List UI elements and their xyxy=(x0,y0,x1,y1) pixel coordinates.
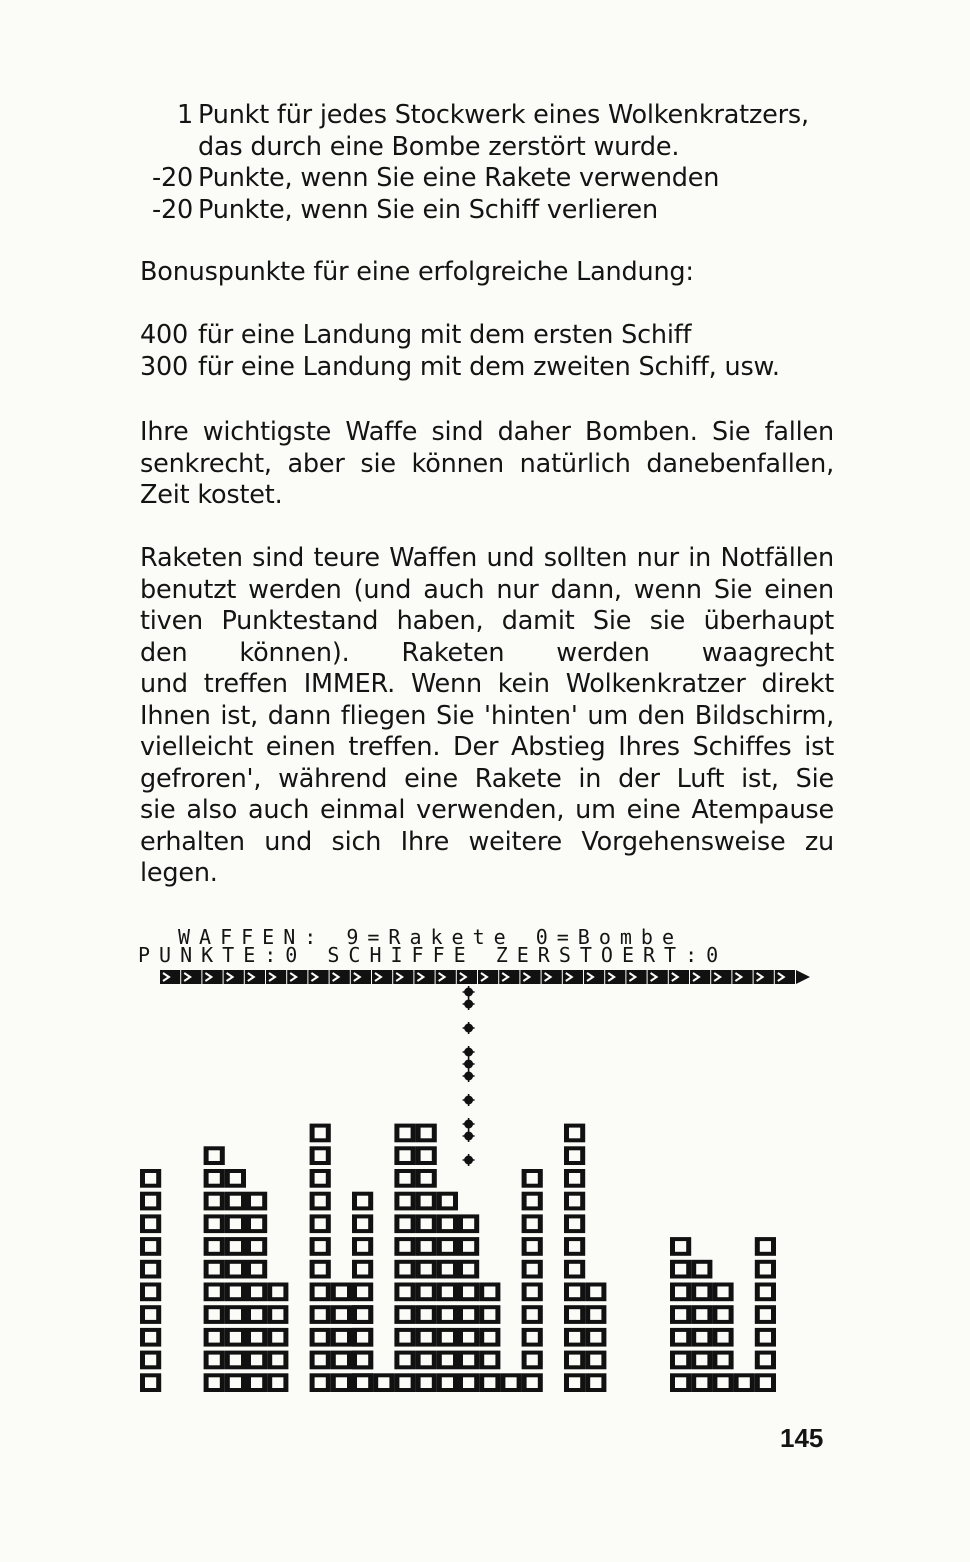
building-window xyxy=(484,1287,495,1298)
building-window xyxy=(336,1309,347,1320)
building-window xyxy=(357,1377,368,1388)
bonus-item xyxy=(140,320,834,352)
bomb-sparkle xyxy=(463,1022,475,1034)
building-window xyxy=(696,1309,707,1320)
paragraph-line: Zeit kostet. xyxy=(140,480,283,510)
building-window xyxy=(251,1332,262,1343)
paragraph-line: erhalten und sich Ihre weitere Vorgehensweise zu xyxy=(140,826,834,857)
building-window xyxy=(399,1241,410,1252)
building-window xyxy=(760,1264,771,1275)
building-window xyxy=(590,1377,601,1388)
bonus-points: 300 xyxy=(140,351,189,382)
building-window xyxy=(463,1355,474,1366)
ship-nose xyxy=(796,970,810,984)
building-window xyxy=(421,1287,432,1298)
building-window xyxy=(209,1287,220,1298)
building-window xyxy=(442,1287,453,1298)
building-window xyxy=(336,1377,347,1388)
building-window xyxy=(421,1241,432,1252)
paragraph-line: und treffen IMMER. Wenn kein Wolkenkratzer direkt xyxy=(140,669,834,699)
building-window xyxy=(399,1377,410,1388)
bomb-sparkle xyxy=(463,1118,475,1130)
building-window xyxy=(527,1377,538,1388)
page-number: 145 xyxy=(780,1423,824,1453)
building-window xyxy=(527,1264,538,1275)
building-window xyxy=(357,1241,368,1252)
building-window xyxy=(336,1332,347,1343)
building-window xyxy=(569,1287,580,1298)
building-window xyxy=(760,1241,771,1252)
building-window xyxy=(675,1355,686,1366)
bomb-sparkle xyxy=(463,1154,475,1166)
building-window xyxy=(527,1218,538,1229)
building-window xyxy=(145,1196,156,1207)
building-window xyxy=(527,1355,538,1366)
building-window xyxy=(569,1309,580,1320)
building-window xyxy=(696,1332,707,1343)
building-window xyxy=(421,1264,432,1275)
paragraph-line: Raketen sind teure Waffen und sollten nur in Notfällen xyxy=(140,543,834,573)
building-window xyxy=(145,1241,156,1252)
building-window xyxy=(569,1241,580,1252)
building-window xyxy=(315,1150,326,1161)
building-window xyxy=(145,1355,156,1366)
building-window xyxy=(717,1309,728,1320)
paragraph-bombs xyxy=(140,417,834,512)
building-window xyxy=(421,1377,432,1388)
scoring-text: Punkte, wenn Sie eine Rakete verwenden xyxy=(198,163,720,193)
building-window xyxy=(315,1128,326,1139)
building-window xyxy=(209,1196,220,1207)
building-window xyxy=(675,1332,686,1343)
building-window xyxy=(357,1264,368,1275)
building-window xyxy=(442,1241,453,1252)
building-window xyxy=(251,1264,262,1275)
paragraph-line: benutzt werden (und auch nur dann, wenn Sie einen xyxy=(140,574,834,605)
building-window xyxy=(760,1287,771,1298)
bonus-list xyxy=(140,320,834,383)
building-window xyxy=(272,1287,283,1298)
building-window xyxy=(421,1218,432,1229)
building-window xyxy=(378,1377,389,1388)
scoring-points: -20 xyxy=(151,163,193,193)
building-window xyxy=(569,1377,580,1388)
scoring-text: das durch eine Bombe zerstört wurde. xyxy=(198,131,680,162)
paragraph-line: den können). Raketen werden waagrecht xyxy=(140,637,834,668)
paragraph-line: vielleicht einen treffen. Der Abstieg Ihres Schiffes ist xyxy=(140,732,834,762)
building-window xyxy=(505,1377,516,1388)
building-window xyxy=(399,1128,410,1139)
scoring-points: 1 xyxy=(176,100,193,130)
bonus-item xyxy=(140,352,834,384)
building-window xyxy=(209,1241,220,1252)
building-window xyxy=(421,1150,432,1161)
building-window xyxy=(696,1287,707,1298)
paragraph-line: Ihnen ist, dann fliegen Sie 'hinten' um den Bildschirm, xyxy=(140,700,834,731)
building-window xyxy=(251,1309,262,1320)
building-window xyxy=(145,1218,156,1229)
paragraph-line: Ihre wichtigste Waffe sind daher Bomben. Sie fallen xyxy=(140,417,834,447)
building-window xyxy=(696,1355,707,1366)
paragraph-line: legen. xyxy=(140,858,218,888)
building-window xyxy=(527,1241,538,1252)
building-window xyxy=(145,1309,156,1320)
building-window xyxy=(230,1332,241,1343)
bonus-heading: Bonuspunkte für eine erfolgreiche Landung: xyxy=(140,257,694,287)
paragraph-line: sie also auch einmal verwenden, um eine Atempause xyxy=(140,795,834,825)
building-window xyxy=(145,1287,156,1298)
building-window xyxy=(272,1309,283,1320)
building-window xyxy=(527,1287,538,1298)
building-window xyxy=(357,1355,368,1366)
building-window xyxy=(463,1287,474,1298)
bomb-sparkle xyxy=(463,1070,475,1082)
building-window xyxy=(230,1264,241,1275)
scoring-points: -20 xyxy=(151,194,193,225)
building-window xyxy=(399,1196,410,1207)
building-window xyxy=(399,1287,410,1298)
building-window xyxy=(230,1218,241,1229)
building-window xyxy=(590,1332,601,1343)
building-window xyxy=(209,1173,220,1184)
building-window xyxy=(209,1264,220,1275)
building-window xyxy=(527,1196,538,1207)
building-window xyxy=(484,1332,495,1343)
building-window xyxy=(675,1241,686,1252)
building-window xyxy=(230,1309,241,1320)
building-window xyxy=(230,1355,241,1366)
building-window xyxy=(442,1332,453,1343)
building-window xyxy=(442,1264,453,1275)
building-window xyxy=(399,1355,410,1366)
building-window xyxy=(399,1332,410,1343)
building-window xyxy=(315,1355,326,1366)
building-window xyxy=(230,1377,241,1388)
building-window xyxy=(442,1196,453,1207)
building-window xyxy=(442,1377,453,1388)
building-window xyxy=(675,1264,686,1275)
paragraph-line: gefroren', während eine Rakete in der Luft ist, Sie xyxy=(140,763,834,794)
building-window xyxy=(421,1332,432,1343)
building-window xyxy=(315,1173,326,1184)
scoring-rule xyxy=(140,100,834,132)
building-window xyxy=(421,1309,432,1320)
scoring-rule-continued xyxy=(140,132,834,164)
building-window xyxy=(315,1287,326,1298)
building-window xyxy=(357,1196,368,1207)
building-window xyxy=(315,1241,326,1252)
building-window xyxy=(251,1287,262,1298)
building-window xyxy=(421,1196,432,1207)
building-window xyxy=(145,1173,156,1184)
building-window xyxy=(463,1377,474,1388)
building-window xyxy=(272,1332,283,1343)
building-window xyxy=(357,1287,368,1298)
building-window xyxy=(230,1287,241,1298)
scoring-list xyxy=(140,100,834,226)
building-window xyxy=(145,1264,156,1275)
building-window xyxy=(569,1150,580,1161)
building-window xyxy=(230,1173,241,1184)
building-window xyxy=(569,1332,580,1343)
building-window xyxy=(315,1264,326,1275)
building-window xyxy=(569,1355,580,1366)
game-graphics xyxy=(138,918,828,1418)
building-window xyxy=(399,1218,410,1229)
building-window xyxy=(569,1218,580,1229)
bonus-text: für eine Landung mit dem ersten Schiff xyxy=(198,320,692,350)
building-window xyxy=(251,1355,262,1366)
building-window xyxy=(527,1332,538,1343)
building-window xyxy=(590,1355,601,1366)
building-window xyxy=(209,1332,220,1343)
building-window xyxy=(696,1377,707,1388)
building-window xyxy=(209,1355,220,1366)
building-window xyxy=(463,1264,474,1275)
building-window xyxy=(399,1150,410,1161)
building-window xyxy=(739,1377,750,1388)
bomb-sparkle xyxy=(463,1058,475,1070)
building-window xyxy=(442,1355,453,1366)
building-window xyxy=(675,1309,686,1320)
building-window xyxy=(145,1377,156,1388)
bomb-sparkle xyxy=(463,1094,475,1106)
building-window xyxy=(230,1196,241,1207)
building-window xyxy=(357,1332,368,1343)
building-window xyxy=(357,1218,368,1229)
building-window xyxy=(717,1287,728,1298)
building-window xyxy=(399,1309,410,1320)
building-window xyxy=(484,1309,495,1320)
scoring-rule xyxy=(140,195,834,227)
building-window xyxy=(315,1218,326,1229)
building-window xyxy=(760,1309,771,1320)
building-window xyxy=(717,1332,728,1343)
building-window xyxy=(569,1128,580,1139)
building-window xyxy=(569,1196,580,1207)
building-window xyxy=(675,1287,686,1298)
bomb-sparkle xyxy=(463,998,475,1010)
building-window xyxy=(315,1332,326,1343)
building-window xyxy=(209,1377,220,1388)
building-window xyxy=(527,1173,538,1184)
hud-status-line: PUNKTE:0 SCHIFFE ZERSTOERT:0 xyxy=(138,943,728,967)
building-window xyxy=(463,1332,474,1343)
scoring-rule xyxy=(140,163,834,195)
building-window xyxy=(760,1332,771,1343)
building-window xyxy=(336,1287,347,1298)
building-window xyxy=(315,1377,326,1388)
hud-weapons-line: WAFFEN: 9=Rakete 0=Bombe xyxy=(178,925,683,949)
paragraph-line: tiven Punktestand haben, damit Sie sie überhaupt xyxy=(140,606,834,636)
building-window xyxy=(590,1287,601,1298)
building-window xyxy=(442,1218,453,1229)
bonus-text: für eine Landung mit dem zweiten Schiff, usw. xyxy=(198,351,780,382)
building-window xyxy=(760,1377,771,1388)
building-window xyxy=(209,1150,220,1161)
building-window xyxy=(209,1218,220,1229)
building-window xyxy=(357,1309,368,1320)
building-window xyxy=(272,1355,283,1366)
building-window xyxy=(421,1355,432,1366)
bomb-sparkle xyxy=(463,1130,475,1142)
bomb-sparkle xyxy=(463,1046,475,1058)
paragraph-rockets xyxy=(140,543,834,890)
building-window xyxy=(590,1309,601,1320)
building-window xyxy=(569,1173,580,1184)
building-window xyxy=(209,1309,220,1320)
building-window xyxy=(484,1377,495,1388)
building-window xyxy=(251,1218,262,1229)
building-window xyxy=(421,1128,432,1139)
building-window xyxy=(569,1264,580,1275)
scoring-text: Punkt für jedes Stockwerk eines Wolkenkratzers, xyxy=(198,100,809,130)
bonus-points: 400 xyxy=(140,320,189,350)
building-window xyxy=(675,1377,686,1388)
building-window xyxy=(399,1264,410,1275)
building-window xyxy=(315,1309,326,1320)
building-window xyxy=(442,1309,453,1320)
building-window xyxy=(527,1309,538,1320)
building-window xyxy=(315,1196,326,1207)
building-window xyxy=(272,1377,283,1388)
building-window xyxy=(251,1241,262,1252)
building-window xyxy=(696,1264,707,1275)
building-window xyxy=(760,1355,771,1366)
building-window xyxy=(399,1173,410,1184)
building-window xyxy=(717,1377,728,1388)
building-window xyxy=(251,1196,262,1207)
paragraph-line: senkrecht, aber sie können natürlich danebenfallen, xyxy=(140,448,834,479)
scoring-text: Punkte, wenn Sie ein Schiff verlieren xyxy=(198,194,659,225)
building-window xyxy=(145,1332,156,1343)
building-window xyxy=(421,1173,432,1184)
building-window xyxy=(230,1241,241,1252)
building-window xyxy=(717,1355,728,1366)
building-window xyxy=(336,1355,347,1366)
building-window xyxy=(463,1241,474,1252)
bomb-sparkle xyxy=(463,986,475,998)
building-window xyxy=(251,1377,262,1388)
building-window xyxy=(484,1355,495,1366)
building-window xyxy=(463,1218,474,1229)
building-window xyxy=(463,1309,474,1320)
